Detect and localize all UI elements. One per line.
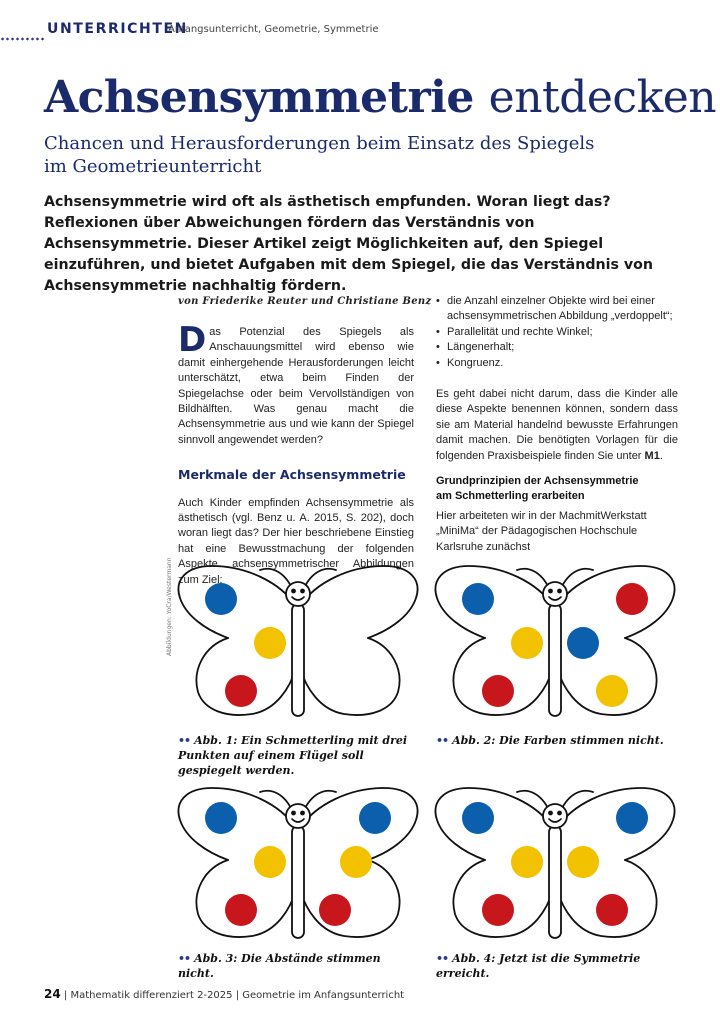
caption-marker: ••	[178, 734, 191, 747]
color-dot-blue	[205, 802, 237, 834]
butterfly-body	[292, 826, 304, 938]
eye-left	[548, 589, 553, 594]
color-dot-blue	[359, 802, 391, 834]
color-dot-red	[616, 583, 648, 615]
color-dot-red	[482, 894, 514, 926]
title-bold: Achsensymmetrie	[44, 72, 474, 123]
color-dot-yellow	[596, 675, 628, 707]
figure-caption-2	[436, 733, 676, 748]
figure-caption-4	[436, 951, 676, 981]
color-dot-yellow	[511, 627, 543, 659]
column-left	[178, 320, 414, 588]
wing-upper-left	[178, 566, 296, 638]
eye-right	[300, 589, 305, 594]
color-dot-yellow	[340, 846, 372, 878]
page-number: 24	[44, 987, 61, 1001]
color-dot-red	[319, 894, 351, 926]
color-dot-red	[596, 894, 628, 926]
header-dots	[0, 37, 44, 41]
material-reference: M1	[644, 449, 660, 462]
page-footer	[44, 987, 404, 1001]
heading-grundprinzipien	[436, 474, 678, 505]
butterfly-body	[292, 604, 304, 716]
drop-cap: D	[178, 320, 207, 360]
color-dot-blue	[462, 583, 494, 615]
caption-text: Abb. 3: Die Abstände stimmen nicht.	[178, 952, 381, 980]
color-dot-red	[225, 894, 257, 926]
eye-left	[291, 589, 296, 594]
intro-paragraph	[178, 320, 414, 448]
color-dot-yellow	[254, 846, 286, 878]
wing-lower-right	[300, 638, 400, 715]
list-item: • die Anzahl einzelner Objekte wird bei einer achsensymmetrischen Abbildung „verdoppelt“;	[436, 294, 678, 325]
column-right	[436, 294, 678, 555]
butterfly-body	[549, 826, 561, 938]
material-paragraph	[436, 387, 678, 464]
color-dot-blue	[205, 583, 237, 615]
butterfly-illustration	[176, 560, 420, 720]
caption-text: Abb. 4: Jetzt ist die Symmetrie erreicht.	[436, 952, 641, 980]
material-text-end: .	[659, 449, 663, 462]
color-dot-yellow	[254, 627, 286, 659]
subtitle-line-1: Chancen und Herausforderungen beim Einsatz des Spiegels	[44, 133, 595, 154]
figure-caption-3	[178, 951, 418, 981]
eye-right	[557, 811, 562, 816]
list-item: • Parallelität und rechte Winkel;	[436, 325, 678, 340]
eye-right	[300, 811, 305, 816]
article-subtitle	[44, 132, 664, 178]
werkstatt-paragraph: Hier arbeiteten wir in der MachmitWerkstatt „MiniMa“ der Pädagogischen Hochschule Karlsruhe zunächst	[436, 509, 647, 553]
caption-text: Abb. 1: Ein Schmetterling mit drei Punkten auf einem Flügel soll gespiegelt werden.	[178, 734, 408, 777]
color-dot-red	[225, 675, 257, 707]
heading-line-2: am Schmetterling erarbeiten	[436, 490, 585, 503]
image-credit: Abbildungen: YoCra/Westermann	[166, 557, 173, 656]
caption-marker: ••	[436, 952, 449, 965]
color-dot-yellow	[511, 846, 543, 878]
material-text: Es geht dabei nicht darum, dass die Kinder alle diese Aspekte benennen können, sondern dass sie am Material handelnd bewusste Erfahrungen damit machen. Die benötigten Vorlagen für die folgenden Praxisbeispiele finden Sie unter	[436, 388, 678, 462]
subtitle-line-2: im Geometrieunterricht	[44, 156, 262, 177]
authors: von Friederike Reuter und Christiane Benz	[178, 296, 432, 307]
journal-name: Mathematik differenziert 2-2025	[70, 990, 233, 1001]
section-label: UNTERRICHTEN	[47, 21, 188, 37]
aspect-list	[436, 294, 678, 371]
topic-tags: Anfangsunterricht, Geometrie, Symmetrie	[168, 24, 379, 35]
butterfly-head	[286, 582, 310, 606]
figure-1	[176, 560, 420, 720]
butterfly-head	[543, 582, 567, 606]
butterfly-head	[286, 804, 310, 828]
list-item: • Längenerhalt;	[436, 340, 678, 355]
footer-separator: |	[63, 990, 68, 1001]
merkmale-paragraph: Auch Kinder empfinden Achsensymmetrie als ästhetisch (vgl. Benz u. A. 2015, S. 202), doch woran liegt das? Der hier beschriebene Einstieg hat eine Bewusstmachung der folgenden Aspekte achsensymmetrischer Abbildungen zum Ziel:	[178, 496, 414, 586]
lead-paragraph: Achsensymmetrie wird oft als ästhetisch empfunden. Woran liegt das? Reflexionen über Abweichungen fördern das Verständnis von Achsensymmetrie. Dieser Artikel zeigt Möglichkeiten auf, den Spiegel einzuführen, und bietet Aufgaben mit dem Spiegel, die das Verständnis von Achsensymmetrie nachhaltig fördern.	[44, 194, 653, 294]
caption-text: Abb. 2: Die Farben stimmen nicht.	[452, 734, 664, 747]
issue-topic: Geometrie im Anfangsunterricht	[242, 990, 405, 1001]
color-dot-blue	[567, 627, 599, 659]
eye-left	[548, 811, 553, 816]
color-dot-red	[482, 675, 514, 707]
title-light: entdecken	[488, 72, 717, 123]
wing-upper-left	[435, 566, 553, 638]
color-dot-blue	[616, 802, 648, 834]
butterfly-illustration	[433, 560, 677, 720]
footer-separator: |	[235, 990, 240, 1001]
color-dot-yellow	[567, 846, 599, 878]
intro-text: as Potenzial des Spiegels als Anschauungsmittel wird ebenso wie damit einhergehende Herausforderungen leicht unterschätzt, etwa beim Finden der Spiegelachse oder beim Vervollständigen von Bildhälften. Was genau macht die Achsensymmetrie aus und wie kann der Spiegel sinnvoll angewendet werden?	[178, 326, 414, 446]
figure-2	[433, 560, 677, 720]
list-item: • Kongruenz.	[436, 356, 678, 371]
wing-upper-right	[300, 566, 418, 638]
wing-upper-right	[557, 566, 675, 638]
figure-4	[433, 782, 677, 942]
figure-caption-1	[178, 733, 418, 778]
article-title	[44, 72, 716, 123]
figure-3	[176, 782, 420, 942]
butterfly-illustration	[433, 782, 677, 942]
butterfly-body	[549, 604, 561, 716]
eye-right	[557, 589, 562, 594]
heading-line-1: Grundprinzipien der Achsensymmetrie	[436, 475, 639, 488]
caption-marker: ••	[178, 952, 191, 965]
caption-marker: ••	[436, 734, 449, 747]
heading-merkmale: Merkmale der Achsensymmetrie	[178, 467, 406, 483]
butterfly-head	[543, 804, 567, 828]
eye-left	[291, 811, 296, 816]
butterfly-illustration	[176, 782, 420, 942]
color-dot-blue	[462, 802, 494, 834]
